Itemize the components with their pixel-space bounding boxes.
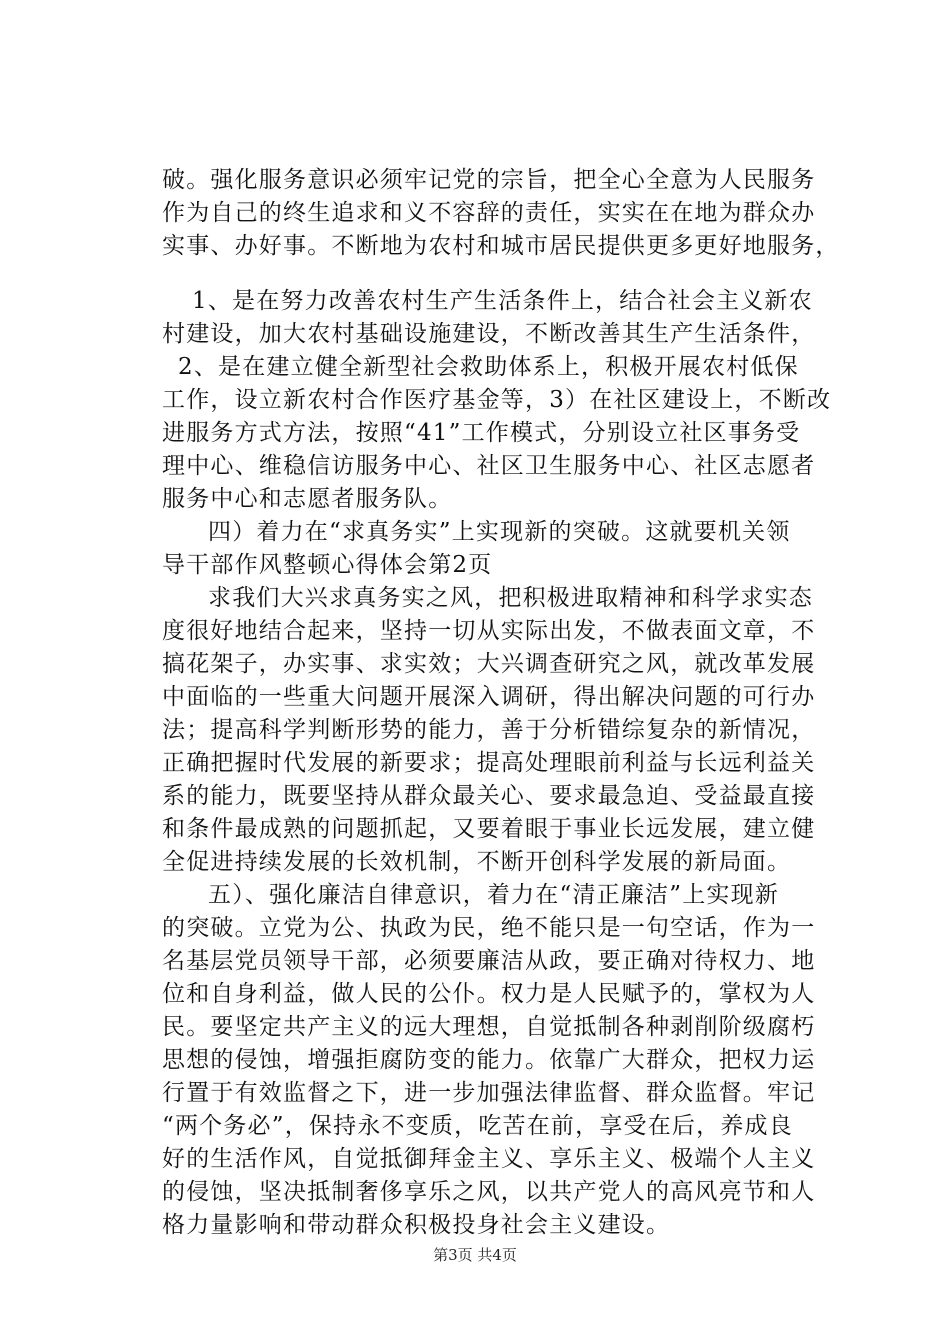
paragraph-gap: [162, 263, 874, 285]
document-body: [162, 164, 874, 1242]
text-line: 好的生活作风，自觉抵御拜金主义、享乐主义、极端个人主义: [162, 1146, 816, 1172]
text-line: 和条件最成熟的问题抓起，又要着眼于事业长远发展，建立健: [162, 816, 816, 842]
text-line: 的侵蚀，坚决抵制奢侈享乐之风，以共产党人的高风亮节和人: [162, 1179, 816, 1205]
text-line: 进服务方式方法，按照“41”工作模式，分别设立社区事务受: [162, 420, 801, 446]
text-line: 村建设，加大农村基础设施建设，不断改善其生产生活条件，: [162, 321, 816, 347]
paragraph-service-awareness: [162, 164, 874, 263]
page-number: 第3页 共4页: [433, 1246, 517, 1264]
text-line: 服务中心和志愿者服务队。: [162, 486, 453, 512]
text-line: 法；提高科学判断形势的能力，善于分析错综复杂的新情况，: [162, 717, 816, 743]
text-line: 名基层党员领导干部，必须要廉洁从政，要正确对待权力、地: [162, 948, 816, 974]
text-line: 中面临的一些重大问题开展深入调研，得出解决问题的可行办: [162, 684, 816, 710]
text-line: 作为自己的终生追求和义不容辞的责任，实实在在地为群众办: [162, 200, 816, 226]
text-line: 导干部作风整顿心得体会第2页: [162, 552, 493, 578]
text-line: 位和自身利益，做人民的公仆。权力是人民赋予的，掌权为人: [162, 981, 816, 1007]
paragraph-item-1: [162, 285, 874, 351]
text-line: 度很好地结合起来，坚持一切从实际出发，不做表面文章，不: [162, 618, 816, 644]
text-line: 理中心、维稳信访服务中心、社区卫生服务中心、社区志愿者: [162, 453, 816, 479]
text-line: 1、是在努力改善农村生产生活条件上，结合社会主义新农: [192, 288, 813, 314]
paragraph-item-2: [162, 351, 874, 516]
text-line: 的突破。立党为公、执政为民，绝不能只是一句空话，作为一: [162, 915, 816, 941]
paragraph-seek-truth: [162, 582, 874, 879]
text-line: 工作，设立新农村合作医疗基金等，3）在社区建设上，不断改: [162, 387, 832, 413]
text-line: 搞花架子，办实事、求实效；大兴调查研究之风，就改革发展: [162, 651, 816, 677]
text-line: 求我们大兴求真务实之风，把积极进取精神和科学求实态: [208, 585, 813, 611]
page-footer: [0, 1244, 950, 1265]
text-line: 2、是在建立健全新型社会救助体系上，积极开展农村低保: [178, 354, 799, 380]
text-line: 行置于有效监督之下，进一步加强法律监督、群众监督。牢记: [162, 1080, 816, 1106]
text-line: 破。强化服务意识必须牢记党的宗旨，把全心全意为人民服务: [162, 167, 816, 193]
paragraph-section-4-heading: [162, 516, 874, 582]
text-line: 民。要坚定共产主义的远大理想，自觉抵制各种剥削阶级腐朽: [162, 1014, 816, 1040]
paragraph-integrity: [162, 879, 874, 1242]
text-line: 格力量影响和带动群众积极投身社会主义建设。: [162, 1212, 671, 1238]
text-line: 系的能力，既要坚持从群众最关心、要求最急迫、受益最直接: [162, 783, 816, 809]
text-line: “两个务必”，保持永不变质，吃苦在前，享受在后，养成良: [162, 1113, 793, 1139]
text-line: 四）着力在“求真务实”上实现新的突破。这就要机关领: [208, 519, 791, 545]
text-line: 五）、强化廉洁自律意识，着力在“清正廉洁”上实现新: [208, 882, 780, 908]
text-line: 全促进持续发展的长效机制，不断开创科学发展的新局面。: [162, 849, 792, 875]
text-line: 思想的侵蚀，增强拒腐防变的能力。依靠广大群众，把权力运: [162, 1047, 816, 1073]
text-line: 实事、办好事。不断地为农村和城市居民提供更多更好地服务，: [162, 233, 840, 259]
text-line: 正确把握时代发展的新要求；提高处理眼前利益与长远利益关: [162, 750, 816, 776]
